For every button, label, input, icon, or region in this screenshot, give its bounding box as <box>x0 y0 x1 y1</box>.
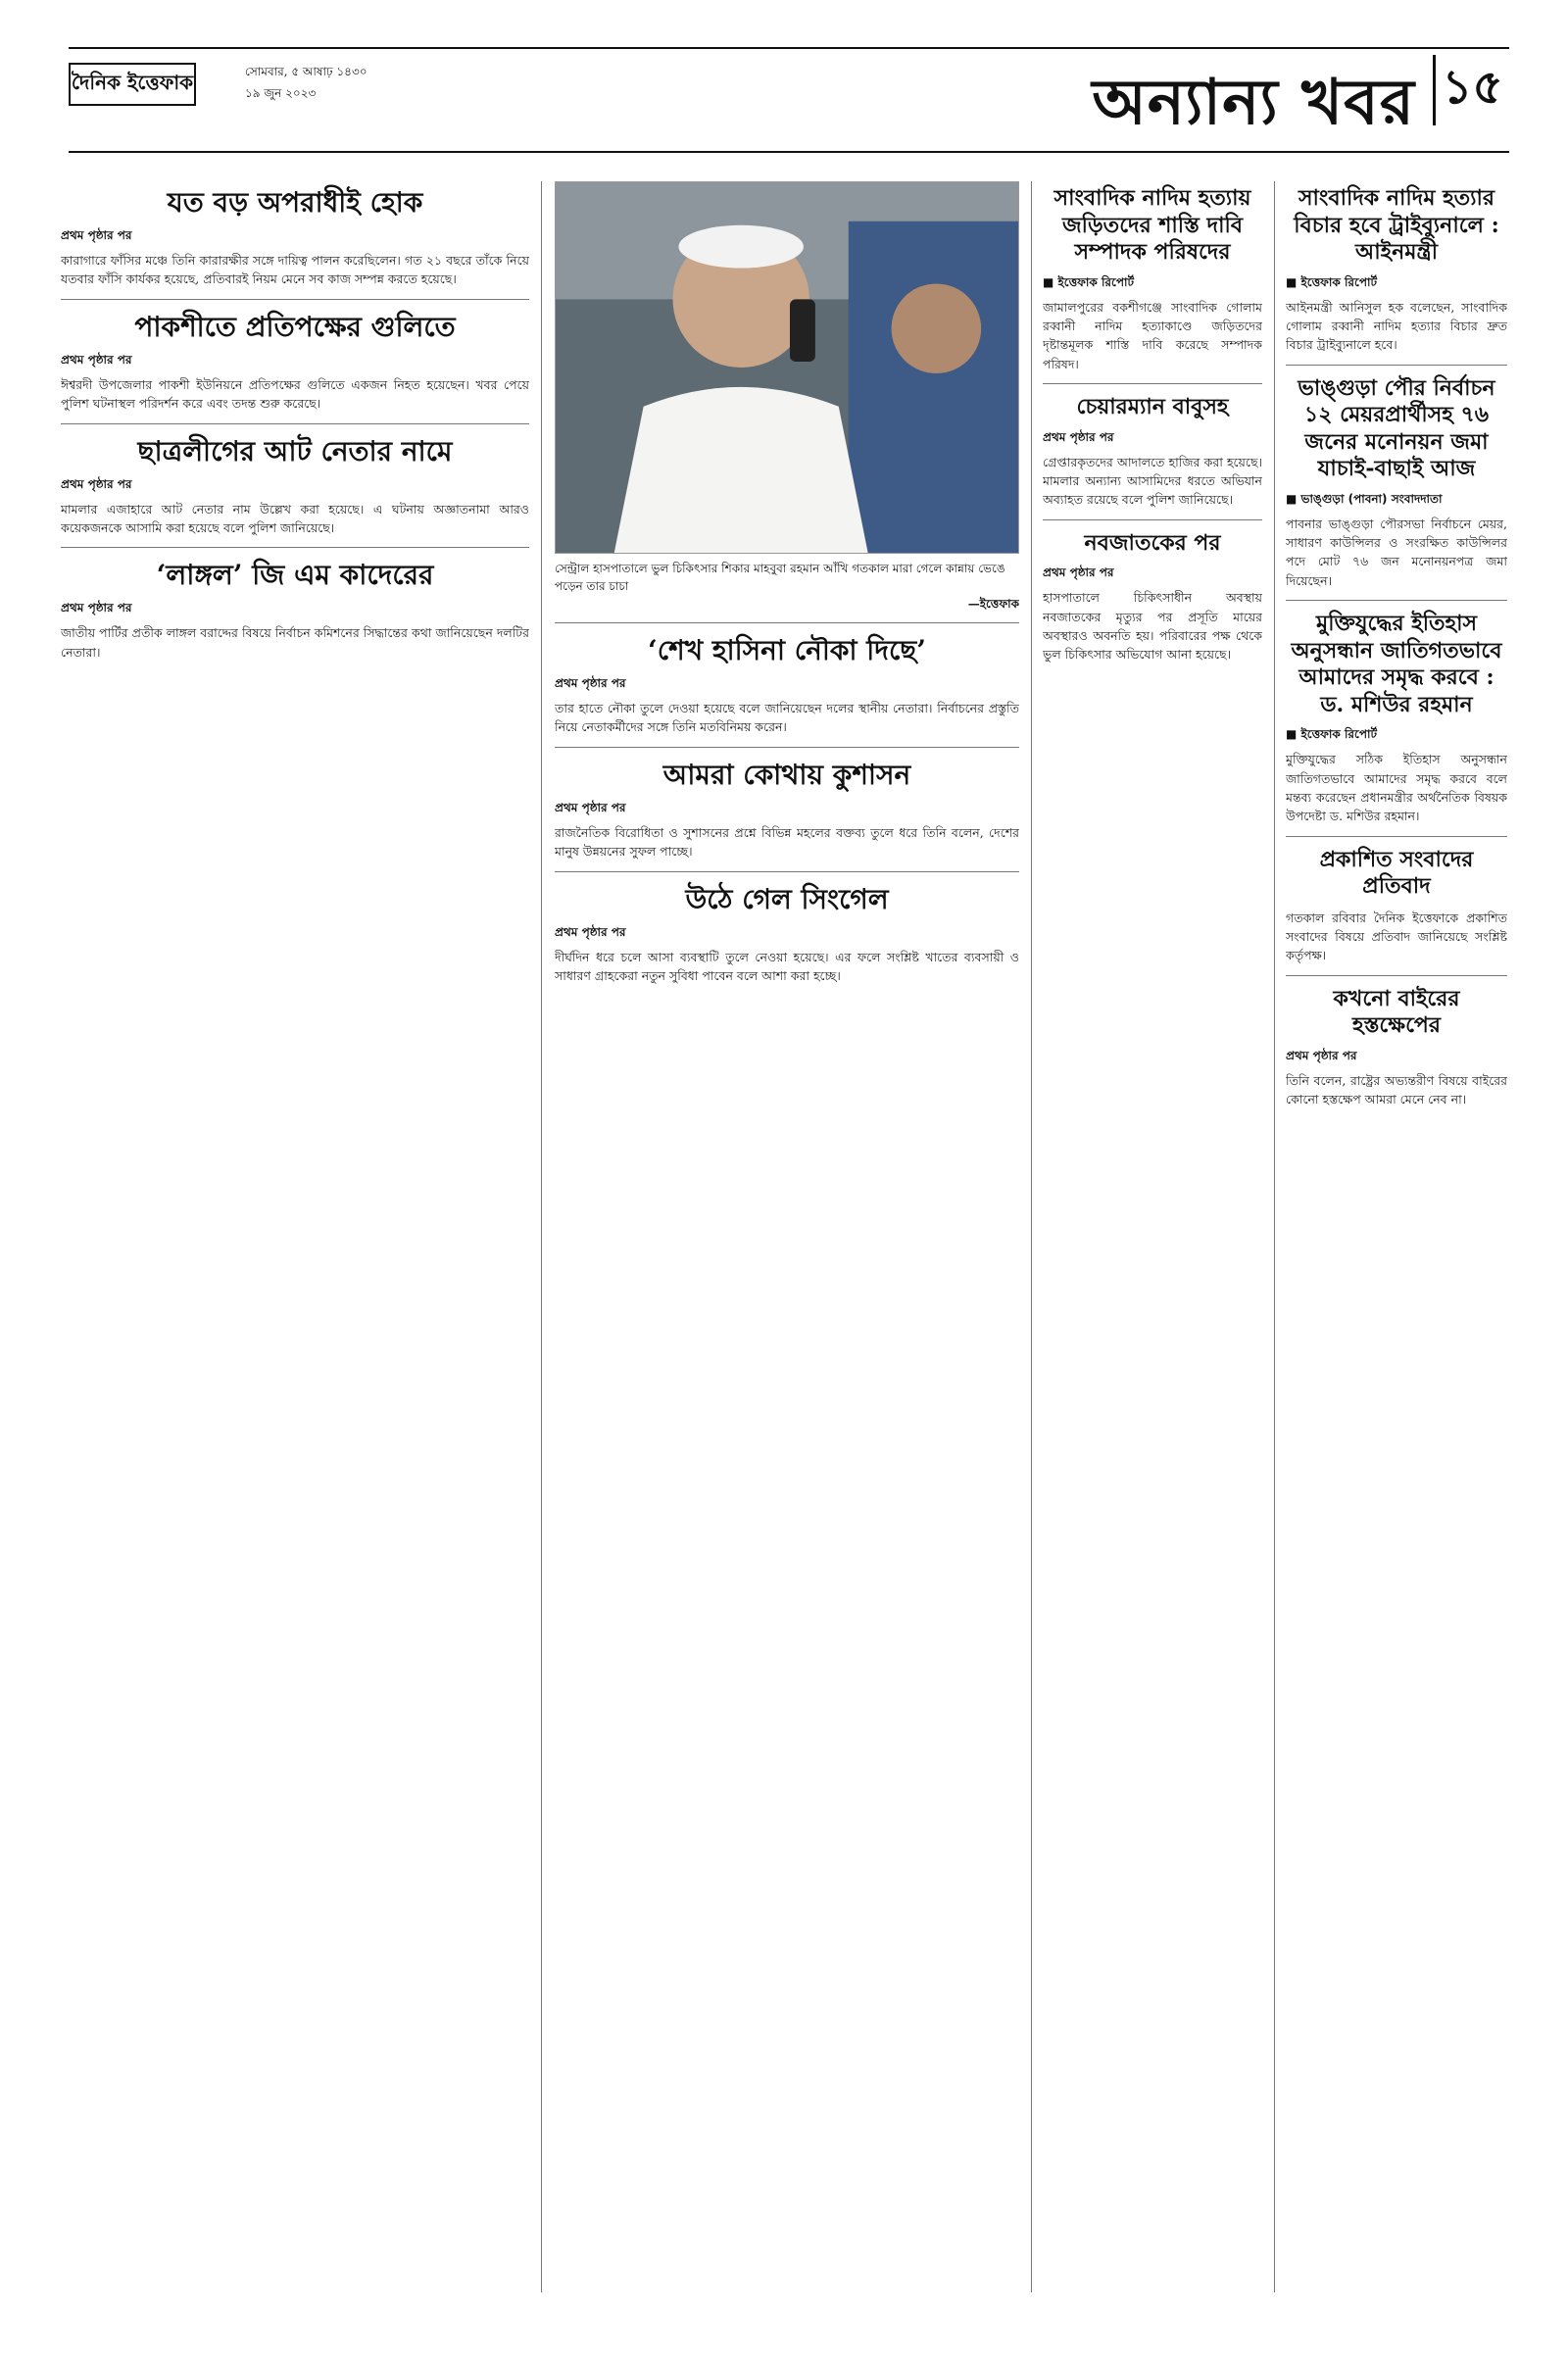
article-body: গ্রেপ্তারকৃতদের আদালতে হাজির করা হয়েছে। মামলার অন্যান্য আসামিদের ধরতে অভিযান অব্যাহত রয়েছে বলে পুলিশ জানিয়েছে। <box>1043 454 1262 508</box>
article-body: পাবনার ভাঙ্গুড়া পৌরসভা নির্বাচনে মেয়র, সাধারণ কাউন্সিলর ও সংরক্ষিত কাউন্সিলর পদে মোট ৭৬ জন মনোনয়নপত্র জমা দিয়েছেন। <box>1286 516 1507 588</box>
divider <box>555 747 1019 748</box>
article-interference <box>1286 986 1507 1109</box>
gregorian-date: ১৯ জুন ২০২৩ <box>245 86 317 100</box>
weekday-date: সোমবার, ৫ আষাঢ় ১৪৩০ <box>245 65 368 78</box>
article-tribunal <box>1286 185 1507 355</box>
photo-caption <box>555 560 1019 613</box>
headline: কখনো বাইরের হস্তক্ষেপের <box>1333 985 1460 1039</box>
continued-from: প্রথম পৃষ্ঠার পর <box>61 476 132 491</box>
article-body: দীর্ঘদিন ধরে চলে আসা ব্যবস্থাটি তুলে নেওয়া হয়েছে। এর ফলে সংশ্লিষ্ট খাতের ব্যবসায়ী ও সাধারণ গ্রাহকেরা নতুন সুবিধা পাবেন বলে আশা করা হচ্ছে। <box>555 949 1019 983</box>
section-title: অন্যান্য খবর <box>1092 66 1415 139</box>
article-editor-council <box>1043 185 1262 373</box>
article-body: তার হাতে নৌকা তুলে দেওয়া হয়েছে বলে জানিয়েছেন দলের স্থানীয় নেতারা। নির্বাচনের প্রস্তুতি নিয়ে নেতাকর্মীদের সঙ্গে তিনি মতবিনিময় করেন। <box>555 701 1019 735</box>
column-center <box>555 181 1019 2292</box>
continued-from: প্রথম পৃষ্ঠার পর <box>61 228 132 242</box>
divider <box>1286 975 1507 976</box>
column-divider <box>541 181 542 2292</box>
page-number: ১৫ <box>1433 55 1509 125</box>
continued-from: প্রথম পৃষ্ঠার পর <box>61 352 132 367</box>
divider <box>61 299 529 300</box>
headline: প্রকাশিত সংবাদের প্রতিবাদ <box>1319 846 1474 900</box>
byline: ■ ইত্তেফাক রিপোর্ট <box>1043 274 1135 289</box>
headline: নবজাতকের পর <box>1084 529 1221 556</box>
article-body: জাতীয় পার্টির প্রতীক লাঙ্গল বরাদ্দের বিষয়ে নির্বাচন কমিশনের সিদ্ধান্তের কথা জানিয়েছেন দলটির নেতারা। <box>61 625 529 660</box>
masthead <box>69 47 1509 153</box>
continued-from: প্রথম পৃষ্ঠার পর <box>555 924 626 939</box>
article-newborn <box>1043 530 1262 664</box>
caption-text: সেন্ট্রাল হাসপাতালে ভুল চিকিৎসার শিকার মাহবুবা রহমান আঁখি গতকাল মারা গেলে কান্নায় ভেঙে পড়েন তার চাচা <box>555 562 1005 593</box>
divider <box>61 423 529 424</box>
byline: ■ ভাঙ্গুড়া (পাবনা) সংবাদদাতা <box>1286 491 1443 506</box>
divider <box>1286 365 1507 366</box>
headline: ভাঙ্গুড়া পৌর নির্বাচন ১২ মেয়রপ্রার্থীসহ ৭৬ জনের মনোনয়ন জমা যাচাই-বাছাই আজ <box>1298 374 1495 482</box>
article-babu <box>1043 394 1262 510</box>
article-kushan <box>555 758 1019 861</box>
divider <box>555 871 1019 872</box>
column-divider <box>1031 181 1032 2292</box>
continued-from: প্রথম পৃষ্ঠার পর <box>1286 1048 1357 1062</box>
byline: ■ ইত্তেফাক রিপোর্ট <box>1286 274 1378 289</box>
article-body: হাসপাতালে চিকিৎসাধীন অবস্থায় নবজাতকের মৃত্যুর পর প্রসূতি মায়ের অবস্থারও অবনতি হয়। পরিবারের পক্ষ থেকে ভুল চিকিৎসার অভিযোগ আনা হয়েছে। <box>1043 590 1262 663</box>
byline: ■ ইত্তেফাক রিপোর্ট <box>1286 727 1378 742</box>
article-body: কারাগারে ফাঁসির মঞ্চে তিনি কারারক্ষীর সঙ্গে দায়িত্ব পালন করেছিলেন। গত ২১ বছরে তাঁকে নিয়ে যতবার ফাঁসি কার্যকর হয়েছে, প্রতিবারই নিয়ম মেনে সব কাজ সম্পন্ন করতে হয়েছে। <box>61 253 529 287</box>
headline: যত বড় অপরাধীই হোক <box>167 186 423 219</box>
newspaper-logo: দৈনিক ইত্তেফাক <box>69 63 196 106</box>
article-body: ঈশ্বরদী উপজেলার পাকশী ইউনিয়নে প্রতিপক্ষের গুলিতে একজন নিহত হয়েছেন। খবর পেয়ে পুলিশ ঘটনাস্থল পরিদর্শন করে এবং তদন্ত শুরু করেছে। <box>61 376 529 412</box>
article-body: গতকাল রবিবার দৈনিক ইত্তেফাকে প্রকাশিত সংবাদের বিষয়ে প্রতিবাদ জানিয়েছে সংশ্লিষ্ট কর্তৃপক্ষ। <box>1286 910 1507 963</box>
column-left <box>61 181 529 2292</box>
headline: উঠে গেল সিংগেল <box>685 882 889 915</box>
article-body: তিনি বলেন, রাষ্ট্রের অভ্যন্তরীণ বিষয়ে বাইরের কোনো হস্তক্ষেপ আমরা মেনে নেব না। <box>1286 1072 1507 1107</box>
column-divider <box>1274 181 1275 2292</box>
article-body: আইনমন্ত্রী আনিসুল হক বলেছেন, সাংবাদিক গোলাম রব্বানী নাদিম হত্যার বিচার দ্রুত বিচার ট্রাইব্যুনালে হবে। <box>1286 299 1507 353</box>
article-pakshi <box>61 310 529 414</box>
divider <box>61 547 529 548</box>
article-chhatraleague <box>61 434 529 538</box>
headline: আমরা কোথায় কুশাসন <box>662 758 911 791</box>
headline: ‘শেখ হাসিনা নৌকা দিছে’ <box>648 634 926 666</box>
continued-from: প্রথম পৃষ্ঠার পর <box>1043 566 1114 580</box>
continued-from: প্রথম পৃষ্ঠার পর <box>61 601 132 615</box>
article-protest <box>1286 847 1507 965</box>
headline: পাকশীতে প্রতিপক্ষের গুলিতে <box>134 310 456 343</box>
photo-credit: —ইত্তেফাক <box>967 597 1019 611</box>
article-crime <box>61 185 529 289</box>
photo-image <box>555 181 1019 554</box>
article-liberation <box>1286 611 1507 826</box>
headline: সাংবাদিক নাদিম হত্যায় জড়িতদের শাস্তি দাবি সম্পাদক পরিষদের <box>1054 185 1251 265</box>
column-right-outer <box>1286 181 1507 2292</box>
divider <box>1043 383 1262 384</box>
column-right-inner <box>1043 181 1262 2292</box>
continued-from: প্রথম পৃষ্ঠার পর <box>555 676 626 690</box>
article-body: জামালপুরের বকশীগঞ্জে সাংবাদিক গোলাম রব্বানী নাদিম হত্যাকাণ্ডে জড়িতদের দৃষ্টান্তমূলক শাস্তি দাবি করেছে সম্পাদক পরিষদ। <box>1043 299 1262 371</box>
article-langol <box>61 558 529 662</box>
article-body: মুক্তিযুদ্ধের সঠিক ইতিহাস অনুসন্ধান জাতিগতভাবে আমাদের সমৃদ্ধ করবে বলে মন্তব্য করেছেন প্রধানমন্ত্রীর অর্থনৈতিক বিষয়ক উপদেষ্টা ড. মশিউর রহমান। <box>1286 752 1507 824</box>
news-photo <box>555 181 1019 613</box>
continued-from: প্রথম পৃষ্ঠার পর <box>1043 429 1114 444</box>
divider <box>1043 519 1262 520</box>
divider <box>555 622 1019 623</box>
article-hasina <box>555 633 1019 737</box>
headline: সাংবাদিক নাদিম হত্যার বিচার হবে ট্রাইব্যুনালে : আইনমন্ত্রী <box>1294 185 1499 265</box>
headline: ‘লাঙ্গল’ জি এম কাদেরের <box>156 559 434 592</box>
divider <box>1286 836 1507 837</box>
headline: চেয়ারম্যান বাবুসহ <box>1076 394 1229 419</box>
headline: মুক্তিযুদ্ধের ইতিহাস অনুসন্ধান জাতিগতভাবে আমাদের সমৃদ্ধ করবে : ড. মশিউর রহমান <box>1291 611 1502 717</box>
article-bhangura <box>1286 375 1507 591</box>
headline: ছাত্রলীগের আট নেতার নামে <box>137 434 453 467</box>
article-body: মামলার এজাহারে আট নেতার নাম উল্লেখ করা হয়েছে। এ ঘটনায় অজ্ঞাতনামা আরও কয়েকজনকে আসামি করা হয়েছে বলে পুলিশ জানিয়েছে। <box>61 501 529 535</box>
dateline <box>245 61 368 104</box>
divider <box>1286 600 1507 601</box>
article-body: রাজনৈতিক বিরোধিতা ও সুশাসনের প্রশ্নে বিভিন্ন মহলের বক্তব্য তুলে ধরে তিনি বলেন, দেশের মানুষ উন্নয়নের সুফল পাচ্ছে। <box>555 824 1019 860</box>
article-singel <box>555 882 1019 986</box>
continued-from: প্রথম পৃষ্ঠার পর <box>555 800 626 814</box>
